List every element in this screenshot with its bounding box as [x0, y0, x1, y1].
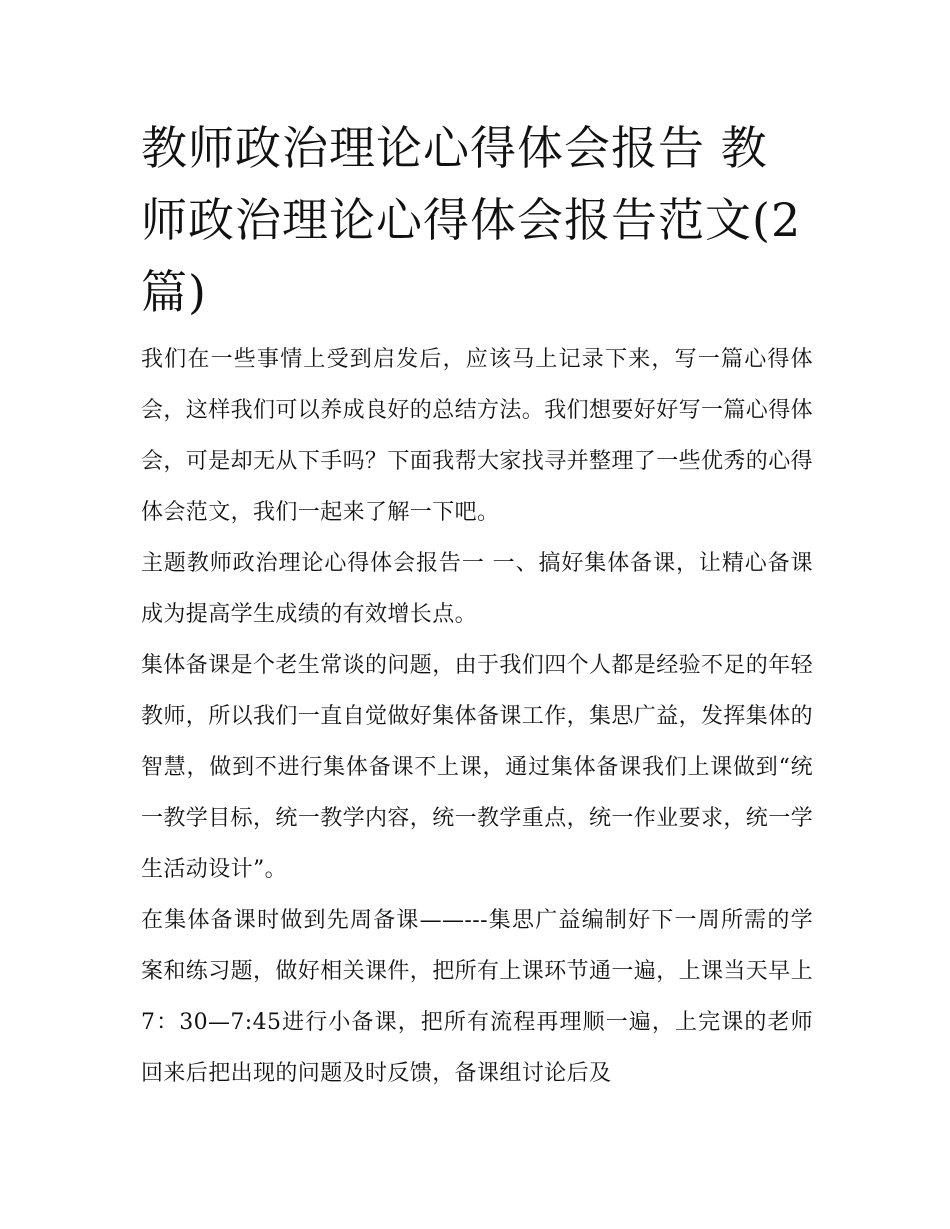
document-page — [141, 112, 813, 1099]
paragraph-weekly-prep: 在集体备课时做到先周备课——---集思广益编制好下一周所需的学案和练习题，做好相关课件，把所有上课环节通一遍，上课当天早上7：30—7:45进行小备课，把所有流程再理顺一遍，上完课的老师回来后把出现的问题及时反馈，备课组讨论后及 — [141, 908, 814, 1086]
paragraph-collective-prep: 集体备课是个老生常谈的问题，由于我们四个人都是经验不足的年轻教师，所以我们一直自觉做好集体备课工作，集思广益，发挥集体的智慧，做到不进行集体备课不上课，通过集体备课我们上课做到“统一教学目标，统一教学内容，统一教学重点，统一作业要求，统一学生活动设计”。 — [141, 653, 814, 882]
document-title: 教师政治理论心得体会报告 教师政治理论心得体会报告范文(2篇) — [141, 121, 802, 319]
paragraph-intro: 我们在一些事情上受到启发后，应该马上记录下来，写一篇心得体会，这样我们可以养成良好的总结方法。我们想要好好写一篇心得体会，可是却无从下手吗？下面我帮大家找寻并整理了一些优秀的心得体会范文，我们一起来了解一下吧。 — [141, 347, 814, 525]
paragraph-topic-one: 主题教师政治理论心得体会报告一 一、搞好集体备课，让精心备课成为提高学生成绩的有效增长点。 — [141, 551, 813, 627]
